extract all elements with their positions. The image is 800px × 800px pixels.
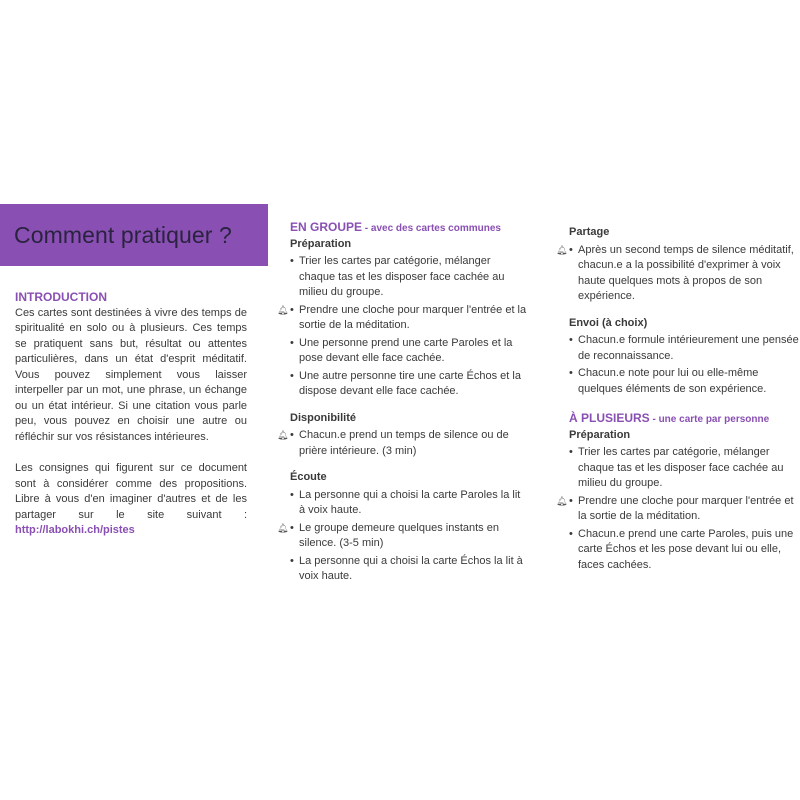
list-item: • Chacun.e note pour lui ou elle-même quelques éléments de son expérience. xyxy=(569,367,767,395)
bell-icon: 🔔︎ xyxy=(277,522,289,533)
disponibilite-title: Disponibilité xyxy=(290,411,356,424)
intro-paragraph-2: Les consignes qui figurent sur ce document sont à considérer comme des propositions. Libre à vous d'en imaginer d'autres et de les partager sur le site suivant : http://labokhi.ch/pistes xyxy=(15,462,247,536)
plusieurs-column xyxy=(557,225,800,573)
intro-heading: INTRODUCTION xyxy=(15,290,107,304)
groupe-heading: EN GROUPE - avec des cartes communes xyxy=(290,220,501,234)
list-item: • Trier les cartes par catégorie, mélanger chaque tas et les disposer face cachée au milieu du groupe. xyxy=(569,446,784,489)
groupe-column xyxy=(278,220,528,585)
list-item: • Chacun.e prend une carte Paroles, puis une carte Échos et les pose devant lui ou elle, faces cachées. xyxy=(569,527,794,571)
list-item: • La personne qui a choisi la carte Paroles la lit à voix haute. xyxy=(290,488,521,516)
groupe-preparation-title: Préparation xyxy=(290,237,352,250)
list-item: • Une personne prend une carte Paroles et la pose devant elle face cachée. xyxy=(290,336,513,364)
page-title: Comment pratiquer ? xyxy=(14,222,232,248)
list-item: • Une autre personne tire une carte Échos et la dispose devant elle face cachée. xyxy=(290,369,521,397)
envoi-title: Envoi (à choix) xyxy=(569,316,648,329)
plusieurs-heading: À PLUSIEURS - une carte par personne xyxy=(569,411,770,425)
bell-icon: 🔔︎ xyxy=(277,304,289,315)
plusieurs-preparation-title: Préparation xyxy=(569,428,631,441)
intro-paragraph: Ces cartes sont destinées à vivre des temps de spiritualité en solo ou à plusieurs. Ces temps se pratiquent sans but, résultat ou attentes particulières, dans un état d'esprit méditatif. Vous pouvez simplement vous laisser interpeller par un mot, une phrase, un échange ou un état intérieur. Si une citation vous parle peu, vous pouvez en choisir une autre ou réfléchir sur vos résistances intérieures. xyxy=(15,306,247,443)
list-item: • Trier les cartes par catégorie, mélanger chaque tas et les disposer face cachée au milieu du groupe. xyxy=(290,255,505,298)
list-item: • Chacun.e formule intérieurement une pensée de reconnaissance. xyxy=(569,334,799,362)
ecoute-title: Écoute xyxy=(290,471,327,483)
list-item: 🔔︎ • Prendre une cloche pour marquer l'entrée et la sortie de la méditation. xyxy=(277,303,527,331)
intro-column xyxy=(15,290,247,539)
pistes-link[interactable]: http://labokhi.ch/pistes xyxy=(15,524,135,536)
bell-icon: 🔔︎ xyxy=(277,430,289,440)
list-item: 🔔︎ • Le groupe demeure quelques instants en silence. (3-5 min) xyxy=(277,521,499,549)
bell-icon: 🔔︎ xyxy=(556,244,568,255)
list-item: 🔔︎ • Après un second temps de silence méditatif, chacun.e a la possibilité d'exprimer à voix haute quelques mots à propos de son expérience. xyxy=(556,243,794,302)
partage-title: Partage xyxy=(569,226,610,238)
bell-icon: 🔔︎ xyxy=(556,495,568,506)
list-item: 🔔︎ • Prendre une cloche pour marquer l'entrée et la sortie de la méditation. xyxy=(556,494,794,522)
title-banner xyxy=(0,204,268,266)
list-item: 🔔︎ • Chacun.e prend un temps de silence ou de prière intérieure. (3 min) xyxy=(277,429,509,457)
list-item: • La personne qui a choisi la carte Échos la lit à voix haute. xyxy=(290,554,523,582)
